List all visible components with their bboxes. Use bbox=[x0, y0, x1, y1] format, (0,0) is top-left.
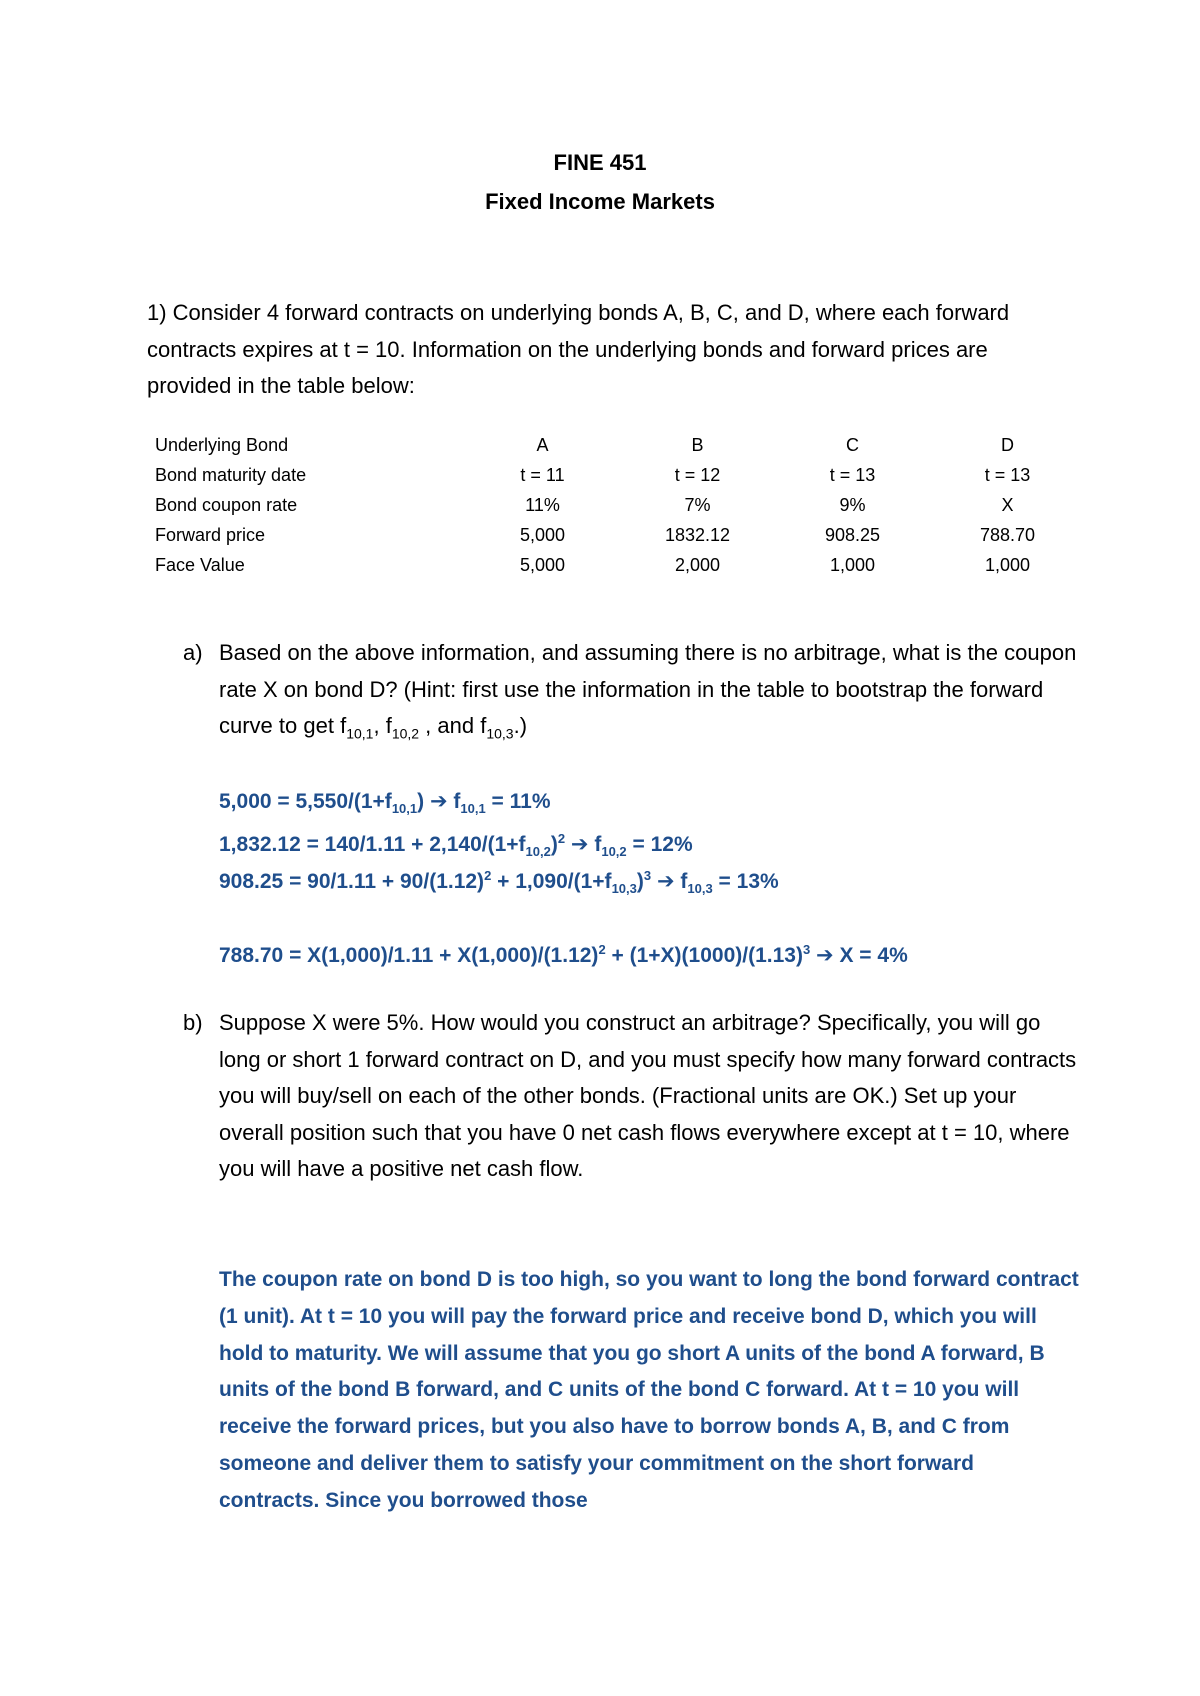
table-cell: 11% bbox=[525, 494, 560, 515]
eq3-mid2: ) bbox=[636, 870, 644, 893]
row-label: Underlying Bond bbox=[155, 434, 289, 455]
table-cell: 9% bbox=[839, 494, 866, 515]
arrow-icon: ➔ bbox=[429, 790, 448, 813]
course-title: FINE 451 bbox=[553, 150, 647, 175]
eq3-sub2: 10,3 bbox=[687, 881, 713, 897]
eq4-sup2: 3 bbox=[802, 942, 811, 957]
table-row bbox=[155, 490, 1085, 520]
f10-2-subscript: 10,2 bbox=[391, 725, 420, 742]
part-a-question bbox=[219, 635, 1079, 752]
arrow-icon: ➔ bbox=[656, 870, 675, 893]
eq2-mid: ) bbox=[550, 833, 558, 856]
part-b-answer: The coupon rate on bond D is too high, so you want to long the bond forward contract (1 unit). At t = 10 you will pay the forward price and receive bond D, which you will hold to maturity. We will assume that you go short A units of the bond A forward, B units of the bond B forward, and C units of the bond C forward. At t = 10 you will receive the forward prices, but you also have to borrow bonds A, B, and C from someone and deliver them to satisfy your commitment on the short forward contracts. Since you borrowed those bbox=[219, 1268, 1079, 1512]
part-a-text-end: .) bbox=[513, 713, 528, 738]
bond-table bbox=[155, 430, 1085, 580]
table-cell: 788.70 bbox=[979, 524, 1036, 545]
row-label: Forward price bbox=[155, 524, 266, 545]
f10-1-subscript: 10,1 bbox=[346, 725, 374, 742]
eq3-f: f bbox=[674, 870, 688, 893]
table-row bbox=[155, 430, 1085, 460]
table-cell: C bbox=[846, 434, 859, 455]
table-cell: 1832.12 bbox=[664, 524, 731, 545]
eq2-sub2: 10,2 bbox=[601, 844, 627, 860]
part-b-question: Suppose X were 5%. How would you construct an arbitrage? Specifically, you will go long or short 1 forward contract on D, and you must specify how many forward contracts you will buy/sell on each of the other bonds. (Fractional units are OK.) Set up your overall position such that you have 0 net cash flows everywhere except at t = 10, where you will have a positive net cash flow. bbox=[219, 1010, 1077, 1181]
eq4-rhs: X = 4% bbox=[833, 944, 908, 967]
table-cell: 1,000 bbox=[829, 554, 876, 575]
table-row bbox=[155, 520, 1085, 550]
eq1-f: f bbox=[447, 790, 461, 813]
table-cell: 5,000 bbox=[519, 524, 566, 545]
part-a-sep1: , bbox=[373, 713, 386, 738]
eq3-mid1: + 1,090/(1+f bbox=[497, 870, 612, 893]
eq2-sub1: 10,2 bbox=[525, 844, 551, 860]
row-label: Bond maturity date bbox=[155, 464, 307, 485]
part-a-sep2: , and bbox=[419, 713, 481, 738]
part-b-label: b) bbox=[183, 1010, 203, 1035]
table-cell: 7% bbox=[684, 494, 711, 515]
eq3-lhs: 908.25 = 90/1.11 + 90/(1.12) bbox=[219, 870, 485, 893]
equation-4 bbox=[219, 932, 908, 975]
table-cell: 2,000 bbox=[674, 554, 721, 575]
table-cell: D bbox=[1001, 434, 1014, 455]
eq2-rhs: = 12% bbox=[626, 833, 693, 856]
f10-3-symbol: f bbox=[480, 713, 487, 738]
table-cell: 908.25 bbox=[824, 524, 881, 545]
table-cell: t = 11 bbox=[520, 464, 565, 485]
eq4-mid: + (1+X)(1000)/(1.13) bbox=[605, 944, 803, 967]
course-subtitle: Fixed Income Markets bbox=[485, 189, 715, 214]
eq3-sup1: 2 bbox=[484, 868, 492, 883]
eq4-sup1: 2 bbox=[598, 942, 606, 957]
table-row bbox=[155, 550, 1085, 580]
eq2-lhs: 1,832.12 = 140/1.11 + 2,140/(1+f bbox=[219, 833, 526, 856]
eq3-sub1: 10,3 bbox=[611, 881, 637, 897]
eq1-mid: ) bbox=[417, 790, 425, 813]
eq1-lhs: 5,000 = 5,550/(1+f bbox=[219, 790, 392, 813]
eq1-sub1: 10,1 bbox=[391, 801, 418, 817]
arrow-icon: ➔ bbox=[816, 944, 834, 967]
f10-3-subscript: 10,3 bbox=[486, 725, 514, 742]
f10-1-symbol: f bbox=[340, 713, 347, 738]
table-cell: X bbox=[1001, 494, 1014, 515]
table-row bbox=[155, 460, 1085, 490]
eq2-sup: 2 bbox=[557, 831, 566, 846]
part-a-text: Based on the above information, and assuming there is no arbitrage, what is the coupon rate X on bond D? (Hint: first use the information in the table to bootstrap the forward curve to get bbox=[219, 640, 1077, 738]
table-cell: 1,000 bbox=[984, 554, 1031, 575]
table-cell: B bbox=[691, 434, 704, 455]
row-label: Face Value bbox=[155, 554, 245, 575]
equation-3 bbox=[219, 858, 779, 908]
f10-2-symbol: f bbox=[385, 713, 392, 738]
arrow-icon: ➔ bbox=[570, 833, 589, 856]
eq4-lhs: 788.70 = X(1,000)/1.11 + X(1,000)/(1.12) bbox=[219, 944, 599, 967]
question-1-intro: 1) Consider 4 forward contracts on underlying bonds A, B, C, and D, where each forward contracts expires at t = 10. Information on the underlying bonds and forward prices are provided in the table below: bbox=[147, 300, 1010, 398]
eq3-rhs: = 13% bbox=[712, 870, 779, 893]
eq1-rhs: = 11% bbox=[485, 790, 551, 813]
table-cell: t = 13 bbox=[829, 464, 876, 485]
row-label: Bond coupon rate bbox=[155, 494, 298, 515]
table-cell: 5,000 bbox=[519, 554, 566, 575]
part-a-label: a) bbox=[183, 640, 203, 665]
eq2-f: f bbox=[588, 833, 602, 856]
eq3-sup2: 3 bbox=[643, 868, 652, 883]
table-cell: A bbox=[536, 434, 549, 455]
table-cell: t = 13 bbox=[984, 464, 1031, 485]
table-cell: t = 12 bbox=[674, 464, 721, 485]
eq1-sub2: 10,1 bbox=[460, 801, 486, 817]
